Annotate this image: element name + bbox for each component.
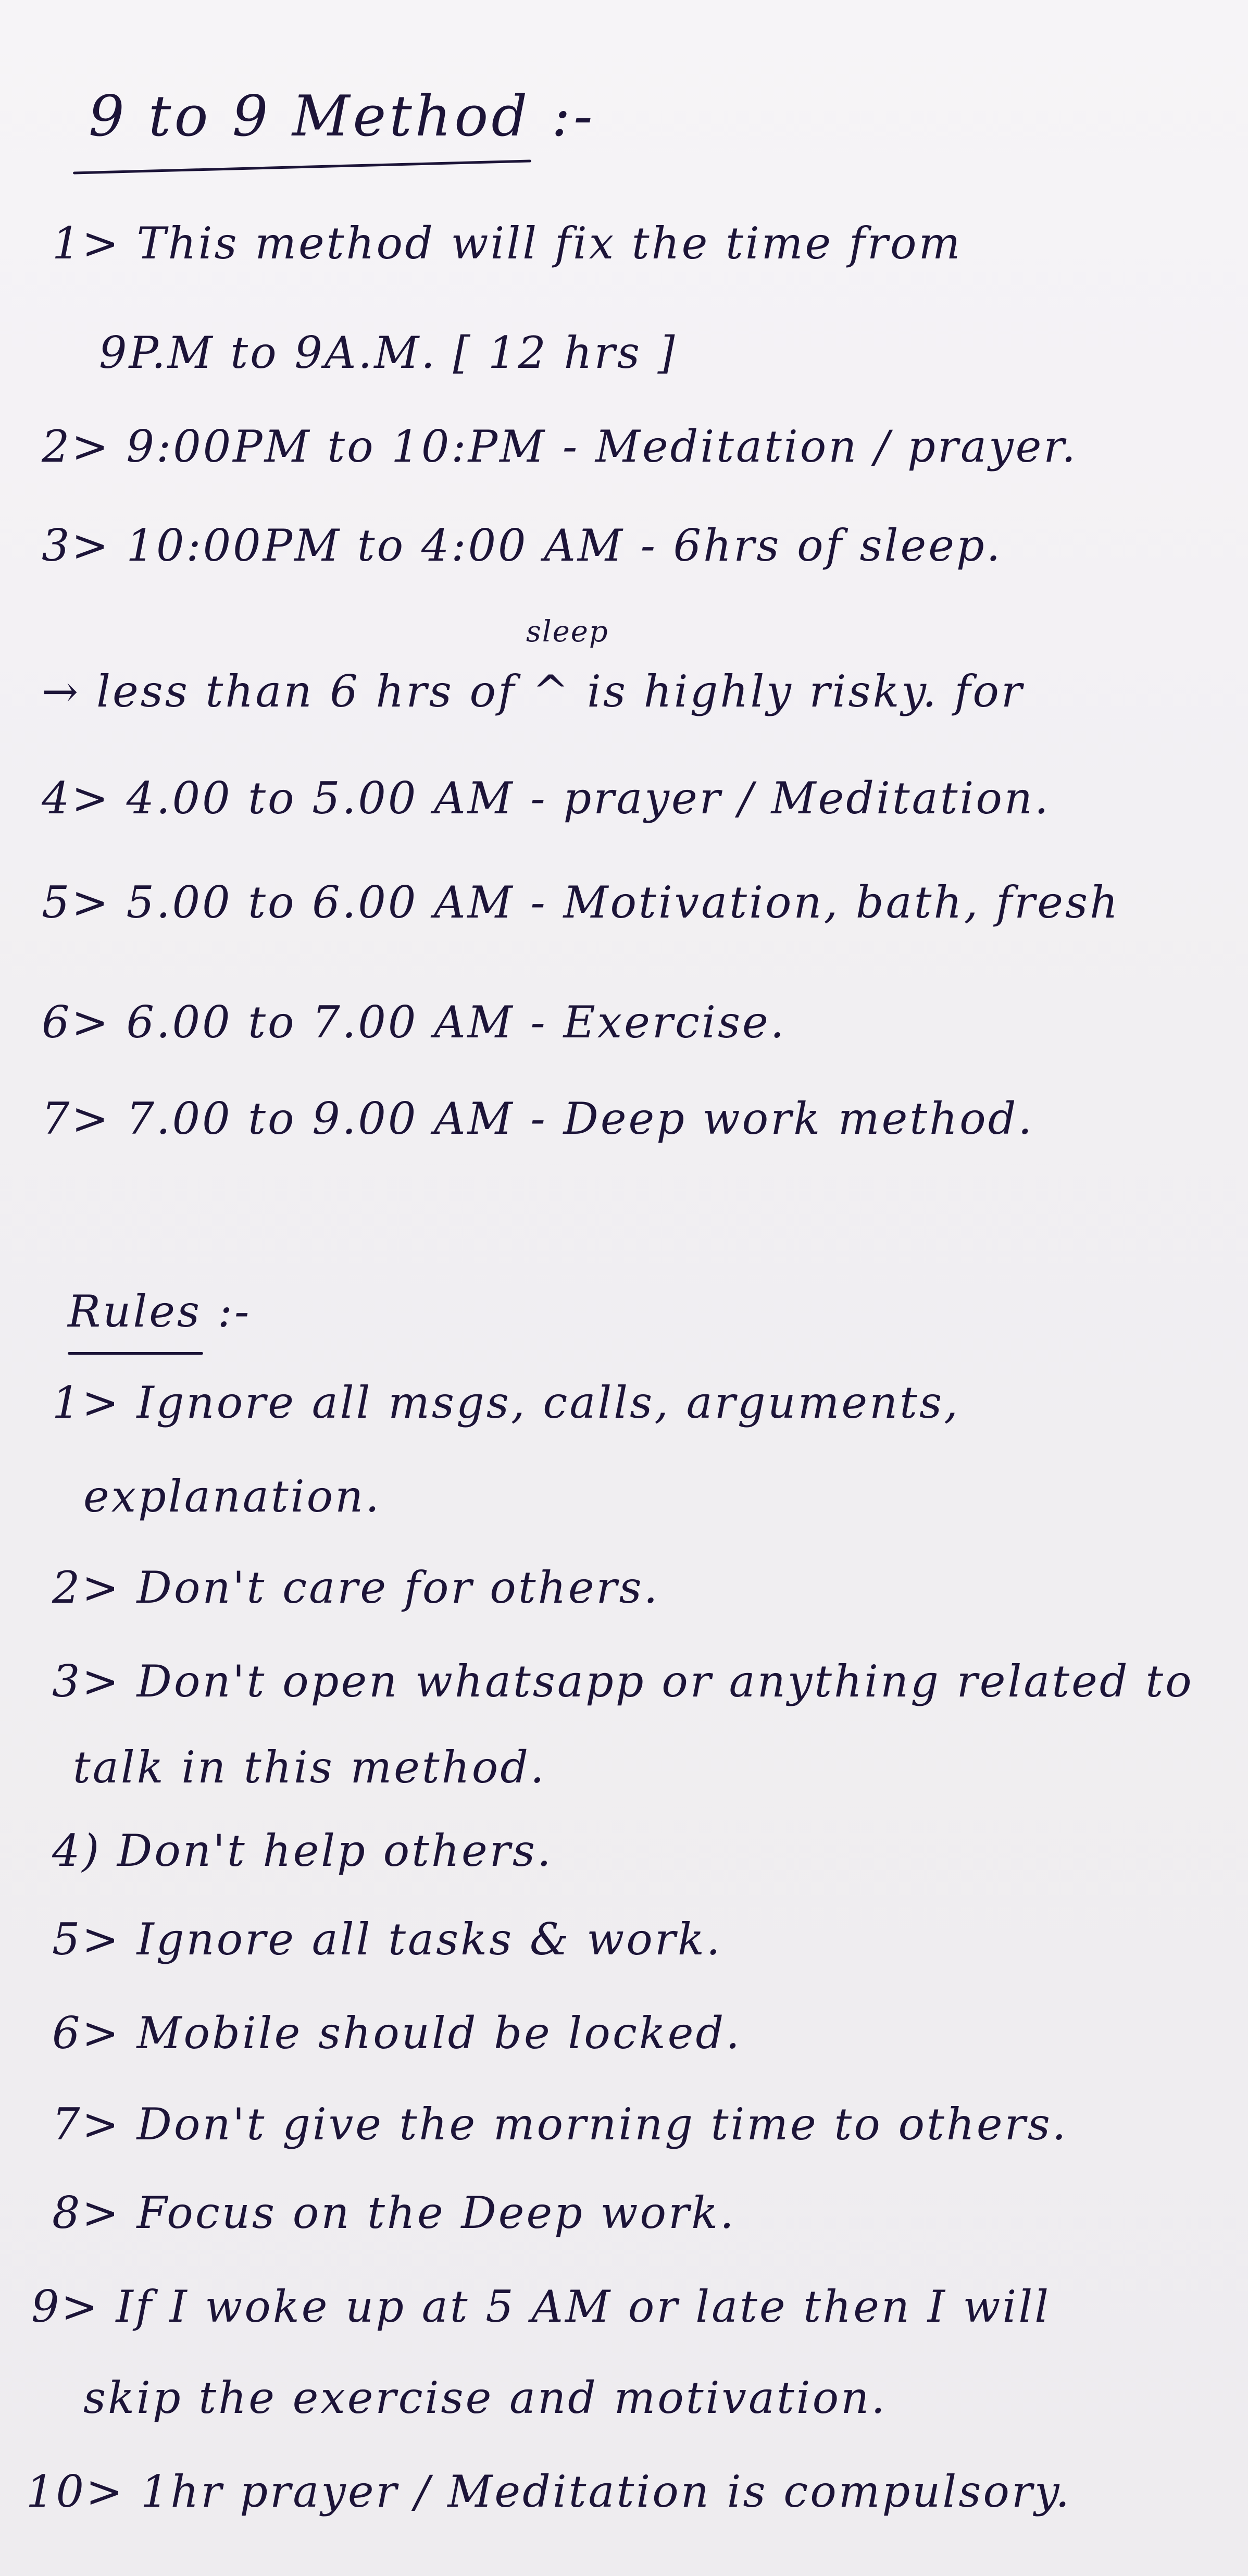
sleep-insertion-word: sleep bbox=[526, 615, 609, 649]
rule-3-continued: talk in this method. bbox=[73, 1742, 546, 1793]
rule-5: 5> Ignore all tasks & work. bbox=[52, 1914, 722, 1965]
method-line-2: 2> 9:00PM to 10:PM - Meditation / prayer. bbox=[42, 421, 1078, 472]
title-underline bbox=[73, 159, 531, 174]
page-title: 9 to 9 Method :- bbox=[89, 84, 596, 149]
rule-3: 3> Don't open whatsapp or anything related to bbox=[52, 1656, 1194, 1707]
rule-1: 1> Ignore all msgs, calls, arguments, bbox=[52, 1377, 960, 1428]
method-line-4: 4> 4.00 to 5.00 AM - prayer / Meditation. bbox=[42, 773, 1051, 824]
rule-8: 8> Focus on the Deep work. bbox=[52, 2187, 736, 2238]
rules-underline bbox=[68, 1352, 203, 1355]
rule-7: 7> Don't give the morning time to others. bbox=[52, 2099, 1068, 2150]
rule-6: 6> Mobile should be locked. bbox=[52, 2008, 742, 2059]
rule-1-continued: explanation. bbox=[83, 1471, 381, 1522]
rule-9-continued: skip the exercise and motivation. bbox=[83, 2372, 888, 2423]
rule-4: 4) Don't help others. bbox=[52, 1825, 553, 1876]
method-line-3: 3> 10:00PM to 4:00 AM - 6hrs of sleep. bbox=[42, 520, 1003, 571]
method-line-1: 1> This method will fix the time from bbox=[52, 218, 963, 269]
rule-10: 10> 1hr prayer / Meditation is compulsory. bbox=[26, 2466, 1072, 2517]
method-line-5: 5> 5.00 to 6.00 AM - Motivation, bath, fresh bbox=[42, 877, 1120, 928]
method-line-7: 7> 7.00 to 9.00 AM - Deep work method. bbox=[42, 1093, 1034, 1144]
rule-2: 2> Don't care for others. bbox=[52, 1562, 660, 1613]
method-line-6: 6> 6.00 to 7.00 AM - Exercise. bbox=[42, 997, 787, 1048]
method-line-1-continued: 9P.M to 9A.M. [ 12 hrs ] bbox=[99, 327, 677, 378]
method-note: → less than 6 hrs of ^ is highly risky. for bbox=[42, 666, 1025, 717]
rules-heading: Rules :- bbox=[68, 1286, 252, 1337]
rule-9: 9> If I woke up at 5 AM or late then I will bbox=[31, 2281, 1051, 2332]
